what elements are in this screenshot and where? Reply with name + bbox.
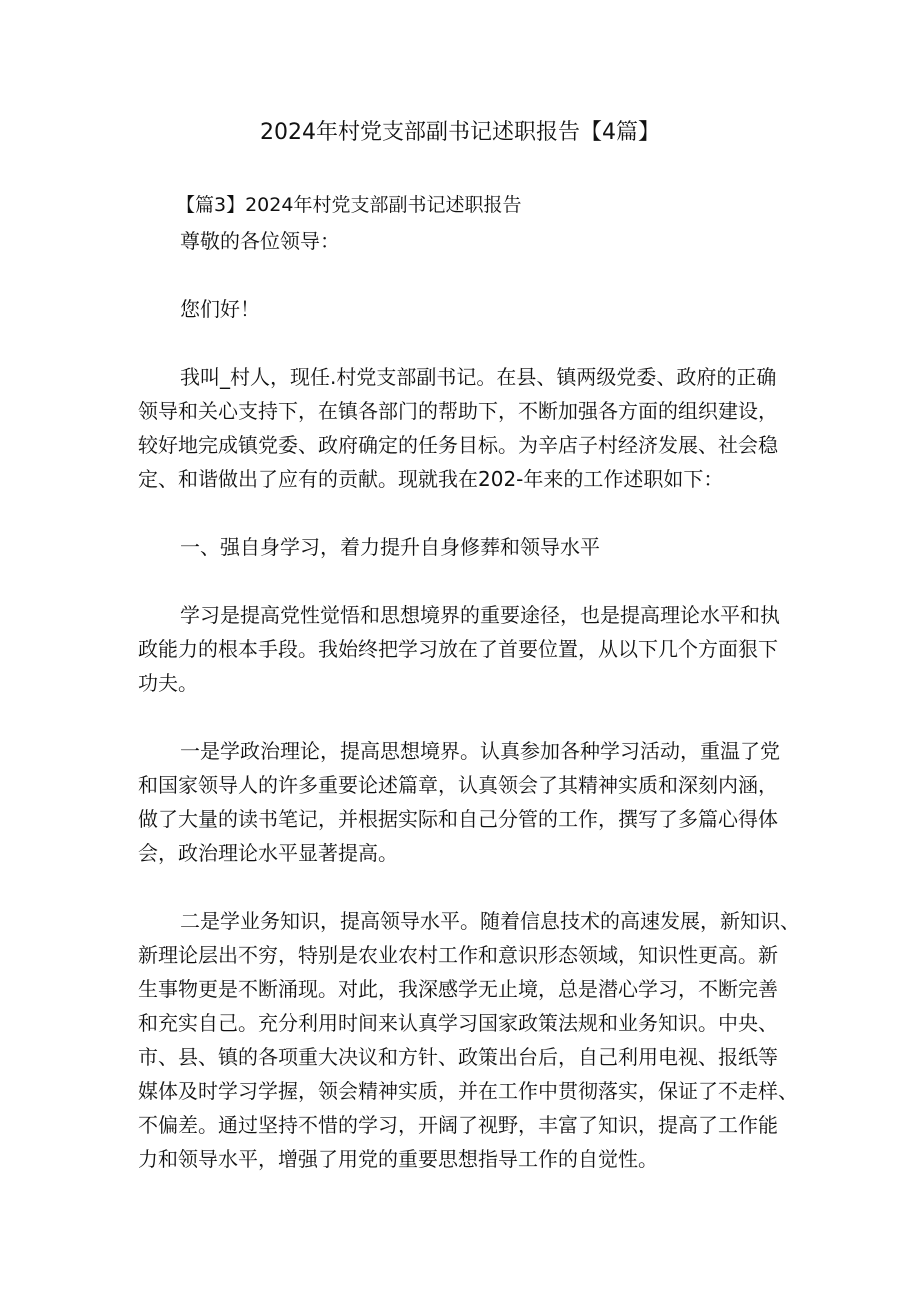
paragraph-5-line-1: 二是学业务知识，提高领导水平。随着信息技术的高速发展，新知识、 [180,909,800,933]
paragraph-1-line-1: 我叫_村人，现任.村党支部副书记。在县、镇两级党委、政府的正确 [180,365,777,389]
greeting: 您们好！ [180,297,260,321]
paragraph-5-line-4: 和充实自己。充分利用时间来认真学习国家政策法规和业务知识。中央、 [138,1011,778,1035]
section-heading: 一、强自身学习，着力提升自身修葬和领导水平 [180,535,600,559]
document-title: 2024年村党支部副书记述职报告【4篇】 [260,120,660,145]
paragraph-1-line-2: 领导和关心支持下，在镇各部门的帮助下，不断加强各方面的组织建设， [138,399,778,423]
paragraph-3-line-3: 功夫。 [138,671,198,695]
section-subtitle: 【篇3】2024年村党支部副书记述职报告 [176,194,522,216]
paragraph-4-line-2: 和国家领导人的许多重要论述篇章，认真领会了其精神实质和深刻内涵， [138,773,778,797]
paragraph-1-line-4: 定、和谐做出了应有的贡献。现就我在202-年来的工作述职如下： [138,467,724,491]
paragraph-5-line-3: 生事物更是不断涌现。对此，我深感学无止境，总是潜心学习，不断完善 [138,977,778,1001]
paragraph-5-line-8: 力和领导水平，增强了用党的重要思想指导工作的自觉性。 [138,1147,658,1171]
paragraph-3-line-2: 政能力的根本手段。我始终把学习放在了首要位置，从以下几个方面狠下 [138,637,778,661]
paragraph-4-line-1: 一是学政治理论，提高思想境界。认真参加各种学习活动，重温了党 [180,739,780,763]
salutation: 尊敬的各位领导： [180,229,340,253]
paragraph-5-line-2: 新理论层出不穷，特别是农业农村工作和意识形态领域，知识性更高。新 [138,943,778,967]
paragraph-4-line-4: 会，政治理论水平显著提高。 [138,841,398,865]
paragraph-4-line-3: 做了大量的读书笔记，并根据实际和自己分管的工作，撰写了多篇心得体 [138,807,778,831]
paragraph-5-line-5: 市、县、镇的各项重大决议和方针、政策出台后，自己利用电视、报纸等 [138,1045,778,1069]
paragraph-1-line-3: 较好地完成镇党委、政府确定的任务目标。为辛店子村经济发展、社会稳 [138,433,778,457]
paragraph-5-line-6: 媒体及时学习学握，领会精神实质，并在工作中贯彻落实，保证了不走样、 [138,1079,798,1103]
paragraph-5-line-7: 不偏差。通过坚持不惜的学习，开阔了视野，丰富了知识，提高了工作能 [138,1113,778,1137]
paragraph-3-line-1: 学习是提高党性觉悟和思想境界的重要途径，也是提高理论水平和执 [180,603,780,627]
